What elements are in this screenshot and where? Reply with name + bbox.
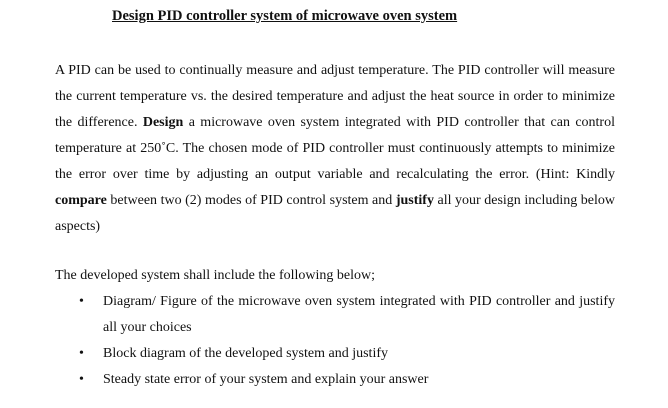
problem-paragraph (55, 58, 615, 240)
bullet-icon: • (79, 294, 84, 309)
bullet-icon: • (79, 372, 84, 387)
list-item (55, 289, 615, 341)
paragraph-text-2: a microwave oven system integrated with PID controller that can control temperature at 250˚C. The chosen mode of PID controller must continuously attempts to minimize the error over time by adjusting an output variable and recalculating the error. (Hint: Kindly (55, 115, 615, 182)
requirements-intro: The developed system shall include the following below; (55, 268, 375, 283)
document-title: Design PID controller system of microwave oven system (112, 8, 458, 24)
list-item-text: Steady state error of your system and explain your answer (103, 372, 429, 387)
paragraph-bold-justify: justify (395, 193, 434, 208)
bullet-icon: • (79, 346, 84, 361)
paragraph-bold-compare: compare (55, 193, 107, 208)
paragraph-text-3: between two (2) modes of PID control system and (106, 193, 396, 208)
paragraph-bold-design: Design (142, 115, 184, 130)
list-item (55, 341, 615, 367)
list-item (55, 367, 615, 393)
paragraph-text-4: all your design including below aspects) (55, 193, 615, 234)
list-item-text: Block diagram of the developed system and justify (103, 346, 388, 361)
paragraph-text-1: A PID can be used to continually measure and adjust temperature. The PID controller will measure the current temperature vs. the desired temperature and adjust the heat source in order to minimize the difference. (55, 63, 615, 130)
list-item-text: Diagram/ Figure of the microwave oven system integrated with PID controller and justify all your choices (103, 294, 615, 335)
requirements-list (55, 289, 615, 393)
